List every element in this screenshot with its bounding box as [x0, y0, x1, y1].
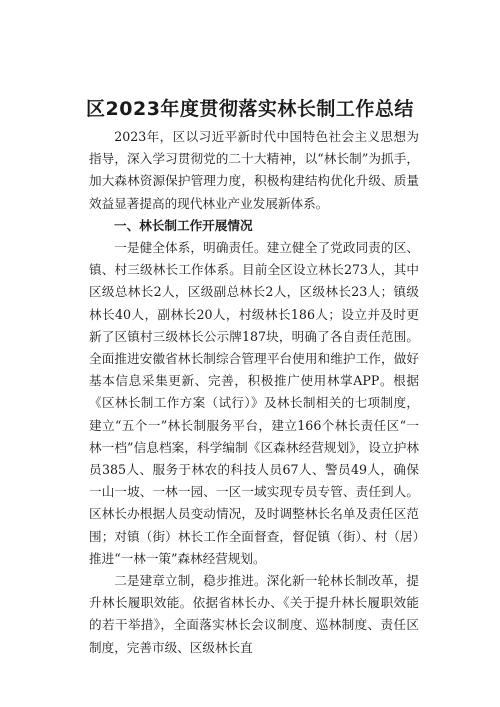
section-heading: 一、林长制工作开展情况 — [114, 217, 253, 233]
body-paragraph: 一是健全体系，明确责任。建立健全了党政同责的区、镇、村三级林长工作体系。目前全区设立林长273人，其中区级总林长2人，区级副总林长2人，区级林长23人；镇级林长40人，副林长20人，村级林长186人；设立并及时更新了区镇村三级林长公示牌187块，明确了各自责任范围。全面推进安徽省林长制综合管理平台使用和维护工作，做好基本信息采集更新、完善，积极推广使用林掌APP。根据《区林长制工作方案（试行）》及林长制相关的七项制度，建立“五个一”林长制服务平台，建立166个林长责任区“一林一档”信息档案，科学编制《区森林经营规划》，设立护林员385人、服务于林农的科技人员67人、警员49人，确保一山一坡、一林一园、一区一域实现专员专管、责任到人。区林长办根据人员变动情况，及时调整林长名单及责任区范围；对镇（街）林长工作全面督查，督促镇（街）、村（居）推进“一林一策”森林经营规划。 — [89, 240, 419, 566]
document-body — [89, 126, 419, 659]
intro-paragraph: 2023年，区以习近平新时代中国特色社会主义思想为指导，深入学习贯彻党的二十大精神，以“林长制”为抓手，加大森林资源保护管理力度，积极构建结构优化升级、质量效益显著提高的现代林业产业发展新体系。 — [89, 129, 419, 211]
document-title: 区2023年度贯彻落实林长制工作总结 — [86, 98, 414, 120]
body-paragraph: 二是建章立制，稳步推进。深化新一轮林长制改革，提升林长履职效能。依据省林长办、《关于提升林长履职效能的若干举措》，全面落实林长会议制度、巡林制度、责任区制度，完善市级、区级林长直 — [89, 573, 419, 655]
